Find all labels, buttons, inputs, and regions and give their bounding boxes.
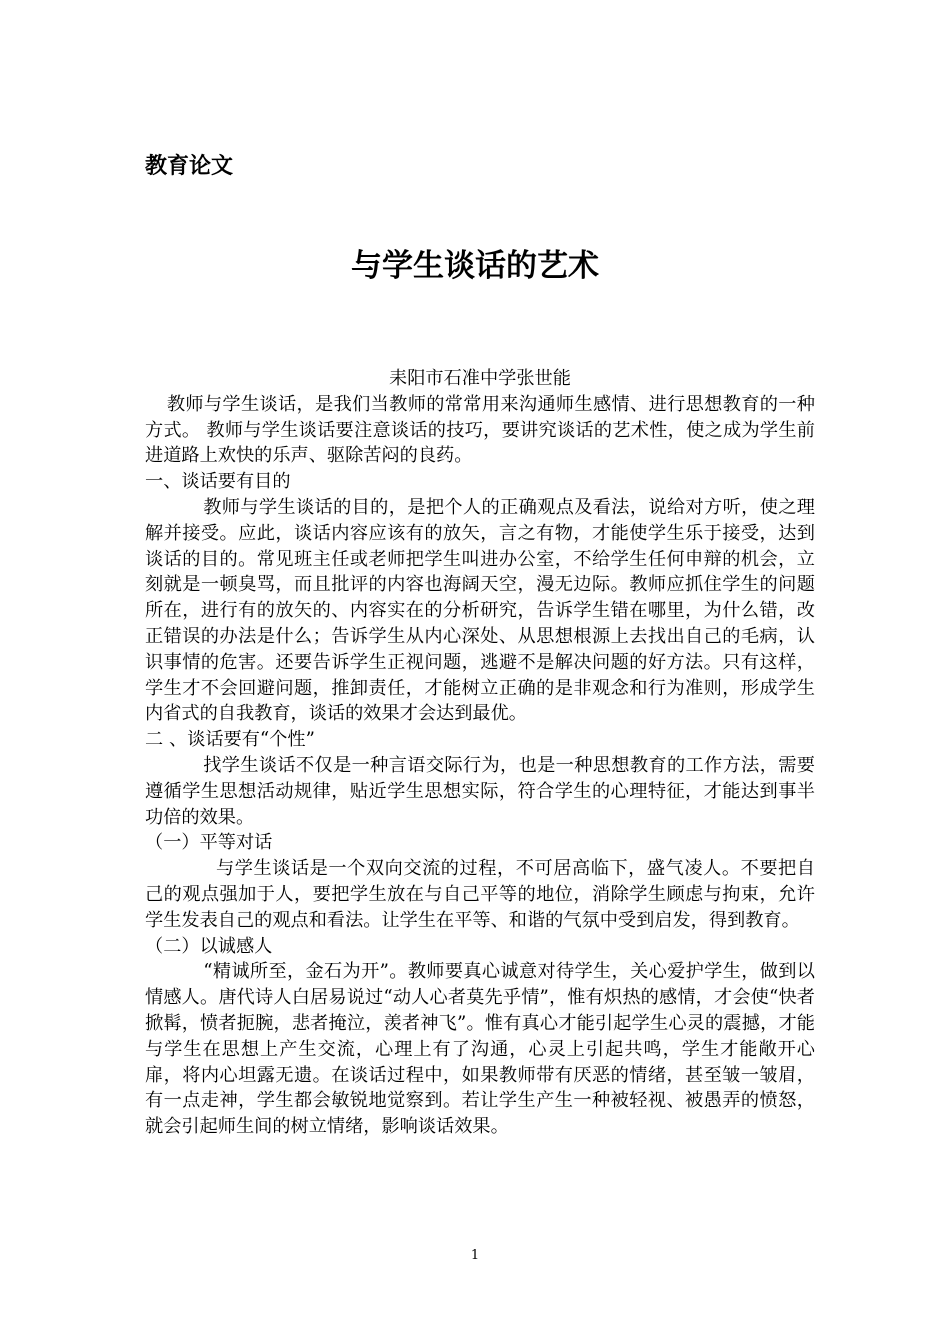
section-heading-1: 一、谈话要有目的 (145, 471, 291, 493)
section-paragraph-1: 教师与学生谈话的目的，是把个人的正确观点及看法，说给对方听，使之理解并接受。应此，谈话内容应该有的放矢，言之有物，才能使学生乐于接受，达到谈话的目的。常见班主任或老师把学生叫进办公室，不给学生任何申辩的机会，立刻就是一顿臭骂，而且批评的内容也海阔天空，漫无边际。教师应抓住学生的问题所在，进行有的放矢的、内容实在的分析研究，告诉学生错在哪里，为什么错，改正错误的办法是什么；告诉学生从内心深处、从思想根源上去找出自己的毛病，认识事情的危害。还要告诉学生正视问题，逃避不是解决问题的好方法。只有这样，学生才不会回避问题，推卸责任，才能树立正确的是非观念和行为准则，形成学生内省式的自我教育，谈话的效果才会达到最优。 (145, 496, 815, 725)
document-type-label: 教育论文 (145, 154, 234, 179)
subsection-heading-1: （一）平等对话 (145, 832, 273, 854)
subsection-heading-2: （二）以诚感人 (145, 935, 273, 957)
section-heading-2: 二 、谈话要有“个性” (145, 729, 315, 751)
subsection-paragraph-2: “精诚所至，金石为开”。教师要真心诚意对待学生，关心爱护学生，做到以情感人。唐代诗人白居易说过“动人心者莫先乎情”，惟有炽热的感情，才会使“快者掀髯，愤者扼腕，悲者掩泣，羡者神飞”。惟有真心才能引起学生心灵的震撼，才能与学生在思想上产生交流，心理上有了沟通，心灵上引起共鸣，学生才能敞开心扉，将内心坦露无遗。在谈话过程中，如果教师带有厌恶的情绪，甚至皱一皱眉，有一点走神，学生都会敏锐地觉察到。若让学生产生一种被轻视、被愚弄的愤怒，就会引起师生间的树立情绪，影响谈话效果。 (145, 961, 815, 1138)
subsection-paragraph-1: 与学生谈话是一个双向交流的过程，不可居高临下，盛气凌人。不要把自己的观点强加于人，要把学生放在与自己平等的地位，消除学生顾虑与拘束，允许学生发表自己的观点和看法。让学生在平等、和谐的气氛中受到启发，得到教育。 (145, 858, 815, 931)
document-body (145, 366, 815, 1140)
page-number: 1 (470, 1248, 480, 1263)
intro-paragraph: 教师与学生谈话，是我们当教师的常常用来沟通师生感情、进行思想教育的一种方式。 教师与学生谈话要注意谈话的技巧，要讲究谈话的艺术性，使之成为学生前进道路上欢快的乐声、驱除苦闷的良药。 (145, 393, 815, 467)
document-title: 与学生谈话的艺术 (351, 248, 599, 284)
author-line: 耒阳市石准中学张世能 (389, 368, 571, 389)
section-paragraph-2: 找学生谈话不仅是一种言语交际行为，也是一种思想教育的工作方法，需要遵循学生思想活动规律，贴近学生思想实际，符合学生的心理特征，才能达到事半功倍的效果。 (145, 754, 815, 828)
